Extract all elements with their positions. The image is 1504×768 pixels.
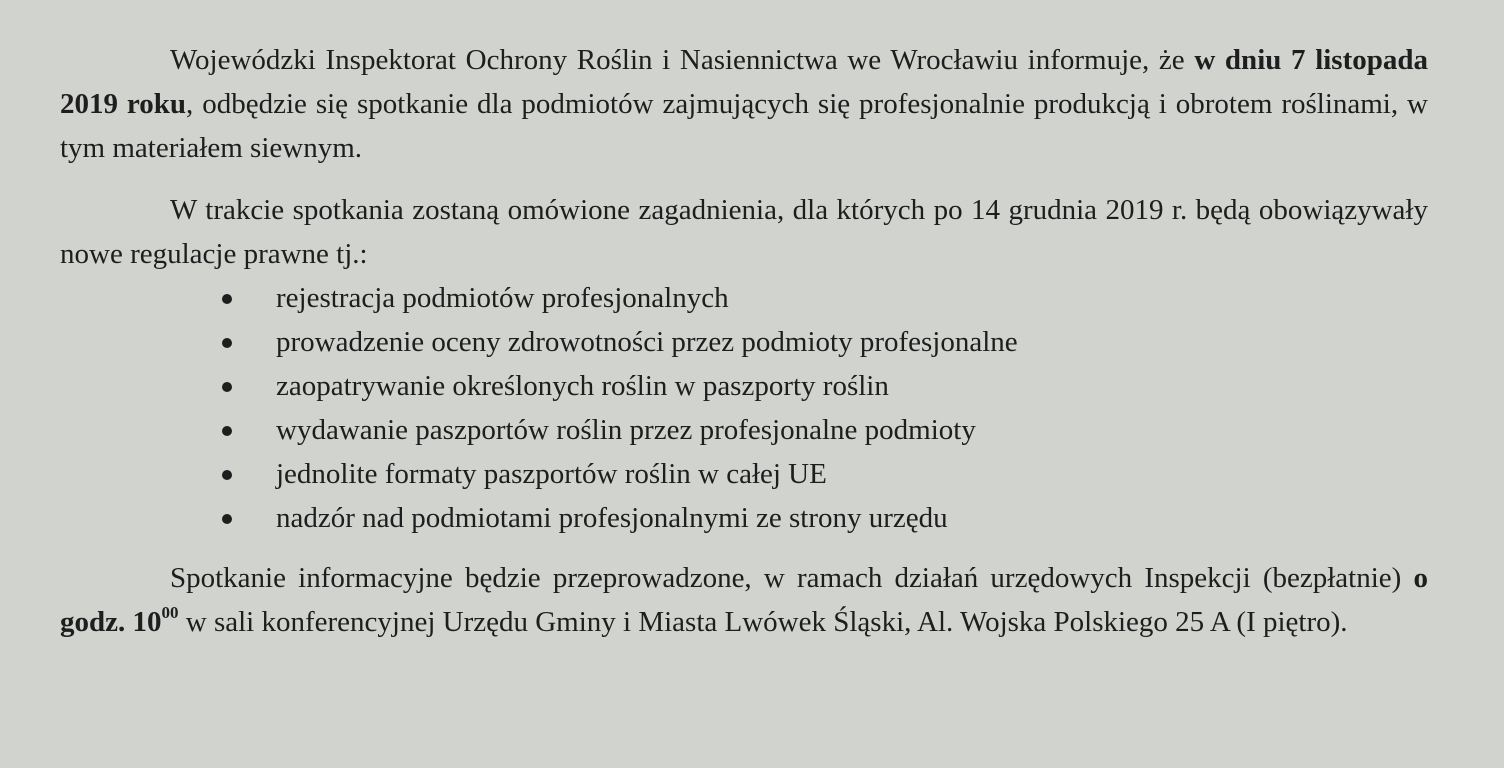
list-item-text: prowadzenie oceny zdrowotności przez podmioty profesjonalne <box>276 326 1018 358</box>
list-item-text: jednolite formaty paszportów roślin w całej UE <box>276 458 827 490</box>
list-item <box>60 408 1428 452</box>
bullet-icon <box>222 470 232 480</box>
topics-lead-paragraph <box>60 188 1428 276</box>
bullet-icon <box>222 382 232 392</box>
meeting-time-minutes: 00 <box>161 603 179 622</box>
list-item <box>60 364 1428 408</box>
list-item-text: nadzór nad podmiotami profesjonalnymi ze strony urzędu <box>276 502 948 534</box>
bullet-icon <box>222 426 232 436</box>
bullet-icon <box>222 338 232 348</box>
list-item <box>60 452 1428 496</box>
topics-lead-text: W trakcie spotkania zostaną omówione zagadnienia, dla których po 14 grudnia 2019 r. będą obowiązywały nowe regulacje prawne tj.: <box>60 194 1428 270</box>
bullet-icon <box>222 514 232 524</box>
list-item-text: zaopatrywanie określonych roślin w paszporty roślin <box>276 370 889 402</box>
closing-paragraph <box>60 556 1428 644</box>
intro-paragraph <box>60 38 1428 170</box>
list-item <box>60 320 1428 364</box>
topics-list <box>60 276 1428 540</box>
meeting-time-hour: o godz. 10 <box>60 562 1428 638</box>
intro-text-start: Wojewódzki Inspektorat Ochrony Roślin i Nasiennictwa we Wrocławiu informuje, że <box>170 44 1185 76</box>
meeting-date: w dniu 7 listopada 2019 roku <box>60 44 1429 120</box>
closing-text-start: Spotkanie informacyjne będzie przeprowadzone, w ramach działań urzędowych Inspekcji (bezpłatnie) <box>170 562 1402 594</box>
bullet-icon <box>222 294 232 304</box>
list-item-text: rejestracja podmiotów profesjonalnych <box>276 282 729 314</box>
list-item <box>60 276 1428 320</box>
list-item-text: wydawanie paszportów roślin przez profesjonalne podmioty <box>276 414 976 446</box>
intro-text-end: , odbędzie się spotkanie dla podmiotów zajmujących się profesjonalnie produkcją i obrotem roślinami, w tym materiałem siewnym. <box>60 88 1428 164</box>
closing-text-end: w sali konferencyjnej Urzędu Gminy i Miasta Lwówek Śląski, Al. Wojska Polskiego 25 A (I piętro). <box>178 606 1348 638</box>
list-item <box>60 496 1428 540</box>
